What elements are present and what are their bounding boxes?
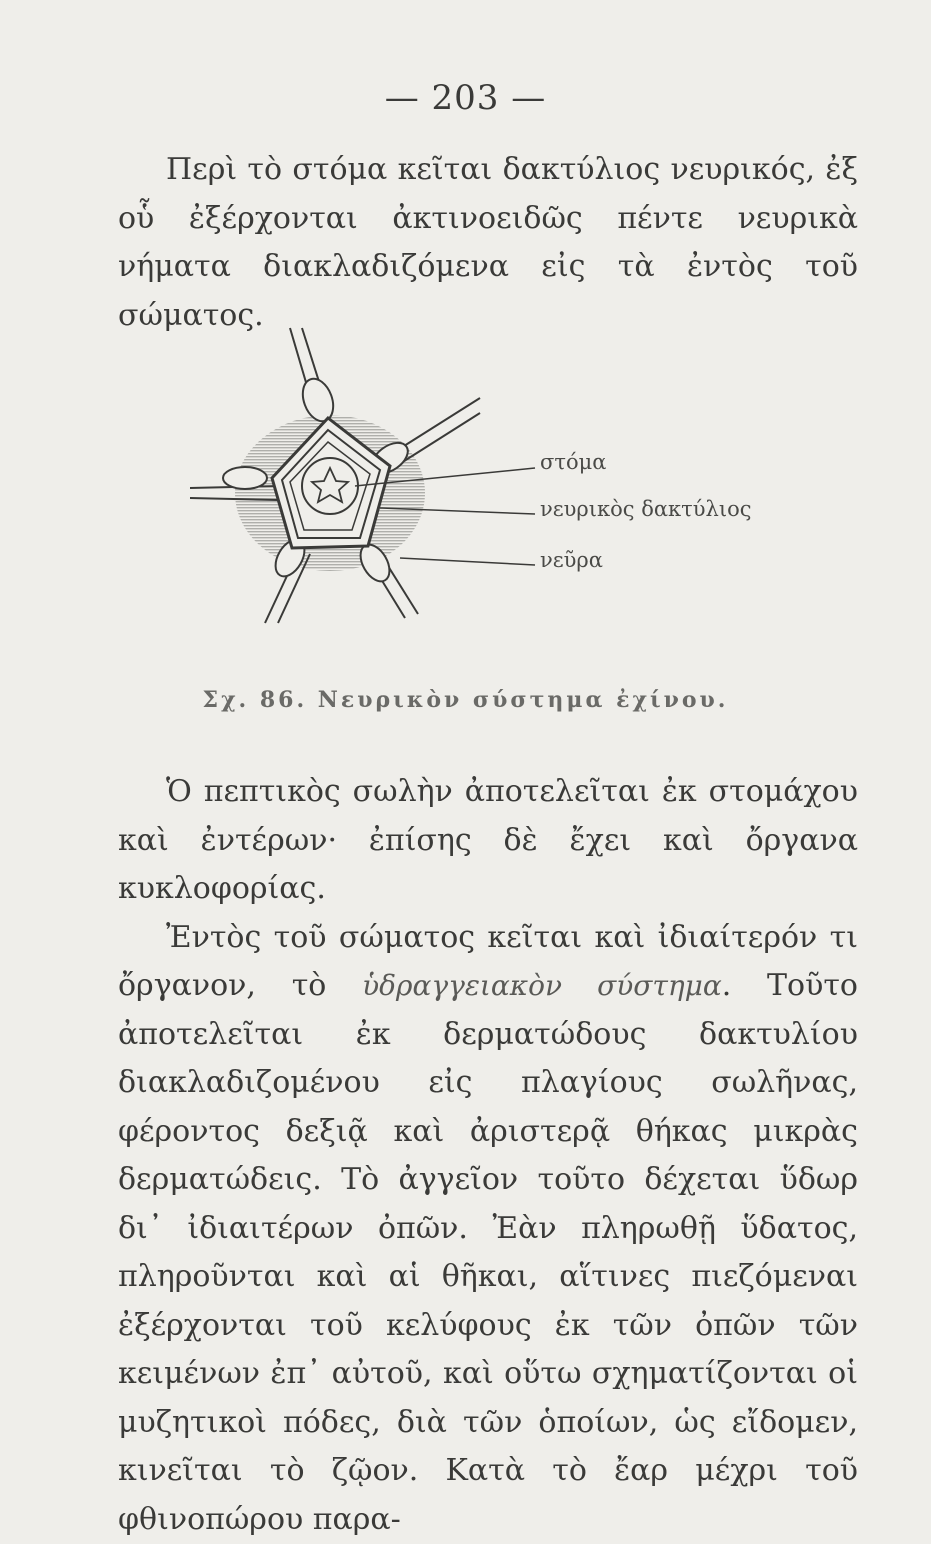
paragraph3-rest: . Τοῦτο ἀποτελεῖται ἐκ δερματώδους δακτυλίου διακλαδιζομένου εἰς πλαγίους σωλῆνας, φέροντος δεξιᾷ καὶ ἀριστερᾷ θήκας μικρὰς δερματώδεις. Τὸ ἀγγεῖον τοῦτο δέχεται ὕδωρ δι᾽ ἰδιαιτέρων ὀπῶν. Ἐὰν πληρωθῇ ὕδατος, πληροῦνται καὶ αἱ θῆκαι, αἵτινες πιεζόμεναι ἐξέρχονται τοῦ κελύφους ἐκ τῶν ὀπῶν τῶν κειμένων ἐπ᾽ αὐτοῦ, καὶ οὕτω σχηματίζονται οἱ μυζητικοὶ πόδες, διὰ τῶν ὁποίων, ὡς εἴδομεν, κινεῖται τὸ ζῷον. Κατὰ τὸ ἔαρ μέχρι τοῦ φθινοπώρου παρα- xyxy=(118,968,858,1537)
label-mouth: στόμα xyxy=(540,450,606,474)
paragraph-digestive: Ὁ πεπτικὸς σωλὴν ἀποτελεῖται ἐκ στομάχου καὶ ἐντέρων· ἐπίσης δὲ ἔχει καὶ ὄργανα κυκλοφορίας. xyxy=(118,768,858,914)
figure-caption: Σχ. 86. Νευρικὸν σύστημα ἐχίνου. xyxy=(0,687,931,713)
text-body xyxy=(118,768,858,1544)
nervous-system-illustration xyxy=(190,318,610,648)
label-nerves: νεῦρα xyxy=(540,548,603,572)
paragraph3-intro: Ἐντὸς τοῦ σώματος κεῖται καὶ ἰδιαίτερόν τι ὄργανον, τὸ xyxy=(118,920,858,1004)
paragraph-nervous-ring: Περὶ τὸ στόμα κεῖται δακτύλιος νευρικός, ἐξ οὗ ἐξέρχονται ἀκτινοειδῶς πέντε νευρικὰ νήματα διακλαδιζόμενα εἰς τὰ ἐντὸς τοῦ σώματος. xyxy=(118,146,858,340)
label-nervous-ring: νευρικὸς δακτύλιος xyxy=(540,497,751,521)
page-number: — 203 — xyxy=(0,78,931,118)
term-water-vascular-system: ὑδραγγειακὸν σύστημα xyxy=(362,969,722,1002)
paragraph-water-vascular xyxy=(118,914,858,1544)
